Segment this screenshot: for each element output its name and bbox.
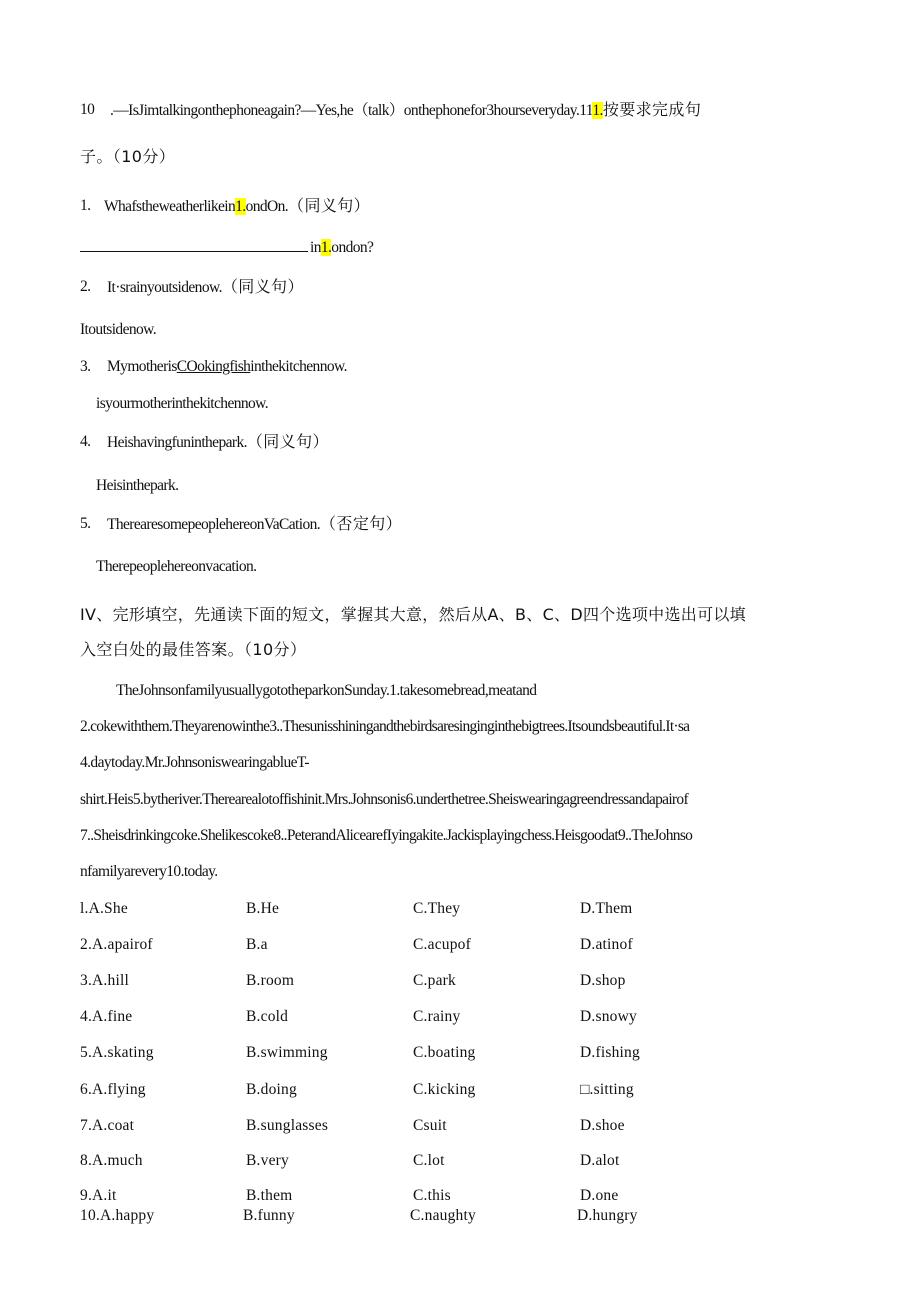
- option-10-a[interactable]: 10.A.happy: [80, 1207, 155, 1224]
- option-4-c[interactable]: C.rainy: [413, 1008, 461, 1025]
- rewrite-3-number: 3.: [80, 358, 91, 375]
- option-7-c[interactable]: Csuit: [413, 1117, 447, 1134]
- option-5-b[interactable]: B.swimming: [246, 1044, 328, 1061]
- passage-line: shirt.Heis5.bytheriver.Therearealotoffishinit.Mrs.Johnsonis6.underthetree.Sheiswearingagreendressandapairof: [80, 791, 688, 808]
- option-9-a[interactable]: 9.A.it: [80, 1187, 117, 1204]
- highlight-mark: 1.: [592, 102, 603, 119]
- rewrite-2-text: It·srainyoutsidenow.: [107, 279, 222, 296]
- rewrite-4-note: （同义句）: [246, 432, 329, 451]
- underlined-phrase: COokingfish: [176, 358, 251, 375]
- option-9-b[interactable]: B.them: [246, 1187, 293, 1204]
- option-2-d[interactable]: D.atinof: [580, 936, 633, 953]
- option-6-c[interactable]: C.kicking: [413, 1081, 476, 1098]
- rewrite-4-text: Heishavingfuninthepark.: [107, 434, 247, 451]
- option-3-d[interactable]: D.shop: [580, 972, 626, 989]
- rewrite-1-answer-tail: ondon?: [331, 239, 374, 256]
- rewrite-1-text: Whafstheweatherlikein: [104, 198, 236, 215]
- rewrite-1-number: 1.: [80, 197, 91, 214]
- passage-line: TheJohnsonfamilyusuallygototheparkonSunday.1.takesomebread,meatand: [116, 682, 537, 699]
- rewrite-5-note: （否定句）: [320, 514, 403, 533]
- option-1-a[interactable]: l.A.She: [80, 900, 128, 917]
- rewrite-5-answer: Therepeoplehereonvacation.: [96, 558, 257, 575]
- passage-line: 4.daytoday.Mr.JohnsoniswearingablueT-: [80, 754, 309, 771]
- question-10-number: 10: [80, 101, 95, 118]
- rewrite-1-answer-in: in: [310, 239, 321, 256]
- passage-line: 7..Sheisdrinkingcoke.Shelikescoke8..PeterandAlicearefIyingakite.Jackisplayingchess.Heisgoodat9..TheJohnso: [80, 827, 693, 844]
- option-6-d[interactable]: □.sitting: [580, 1081, 634, 1098]
- rewrite-3-text: Mymotheris: [107, 358, 177, 375]
- option-10-c[interactable]: C.naughty: [410, 1207, 476, 1224]
- rewrite-2-answer: Itoutsidenow.: [80, 321, 157, 338]
- option-10-b[interactable]: B.funny: [243, 1207, 295, 1224]
- rewrite-2-sentence: [107, 277, 304, 298]
- section-3-heading-cont: 子。（10分）: [80, 147, 176, 166]
- option-1-d[interactable]: D.Them: [580, 900, 633, 917]
- rewrite-1-sentence: [104, 196, 370, 217]
- passage-line: 2.cokewiththem.Theyarenowinthe3..Thesunisshiningandthebirdsaresinginginthebigtrees.Itsoundsbeautiful.It·sa: [80, 718, 690, 735]
- rewrite-1-text-end: ondOn.: [245, 198, 289, 215]
- option-1-c[interactable]: C.They: [413, 900, 461, 917]
- option-2-a[interactable]: 2.A.apairof: [80, 936, 153, 953]
- option-5-d[interactable]: D.fishing: [580, 1044, 640, 1061]
- option-7-a[interactable]: 7.A.coat: [80, 1117, 135, 1134]
- option-1-b[interactable]: B.He: [246, 900, 280, 917]
- highlight-mark: 1.: [320, 239, 332, 256]
- option-9-c[interactable]: C.this: [413, 1187, 451, 1204]
- option-5-c[interactable]: C.boating: [413, 1044, 476, 1061]
- rewrite-5-number: 5.: [80, 515, 91, 532]
- rewrite-3-sentence: [107, 357, 347, 377]
- rewrite-5-sentence: [107, 514, 402, 535]
- option-2-b[interactable]: B.a: [246, 936, 268, 953]
- option-4-d[interactable]: D.snowy: [580, 1008, 637, 1025]
- passage-line: nfamilyarevery10.today.: [80, 863, 218, 880]
- option-8-d[interactable]: D.alot: [580, 1152, 620, 1169]
- option-8-c[interactable]: C.lot: [413, 1152, 445, 1169]
- option-8-a[interactable]: 8.A.much: [80, 1152, 143, 1169]
- question-10-line: [110, 100, 701, 121]
- option-4-b[interactable]: B.cold: [246, 1008, 289, 1025]
- option-9-d[interactable]: D.one: [580, 1187, 619, 1204]
- answer-blank[interactable]: [80, 239, 308, 252]
- rewrite-4-answer: Heisinthepark.: [96, 477, 179, 494]
- option-3-c[interactable]: C.park: [413, 972, 456, 989]
- option-3-b[interactable]: B.room: [246, 972, 295, 989]
- section-4-heading: IV、完形填空，先通读下面的短文，掌握其大意，然后从A、B、C、D四个选项中选出可以填: [80, 605, 746, 624]
- rewrite-4-number: 4.: [80, 433, 91, 450]
- option-8-b[interactable]: B.very: [246, 1152, 289, 1169]
- question-10-dialog: .—IsJimtalkingonthephoneagain?—Yes,he（talk）onthephonefor3hourseveryday.11: [110, 102, 593, 119]
- option-6-b[interactable]: B.doing: [246, 1081, 297, 1098]
- rewrite-1-answer: [80, 238, 373, 258]
- rewrite-4-sentence: [107, 432, 329, 453]
- option-7-b[interactable]: B.sunglasses: [246, 1117, 329, 1134]
- section-3-heading: 按要求完成句: [602, 100, 702, 119]
- option-3-a[interactable]: 3.A.hill: [80, 972, 129, 989]
- option-6-a[interactable]: 6.A.flying: [80, 1081, 146, 1098]
- section-4-heading-cont: 入空白处的最佳答案。（10分）: [80, 640, 307, 659]
- rewrite-2-number: 2.: [80, 278, 91, 295]
- option-2-c[interactable]: C.acupof: [413, 936, 471, 953]
- option-5-a[interactable]: 5.A.skating: [80, 1044, 154, 1061]
- rewrite-3-text-end: inthekitchennow.: [250, 358, 347, 375]
- option-4-a[interactable]: 4.A.fine: [80, 1008, 133, 1025]
- rewrite-2-note: （同义句）: [221, 277, 304, 296]
- rewrite-5-text: TherearesomepeoplehereonVaCation.: [107, 516, 321, 533]
- option-7-d[interactable]: D.shoe: [580, 1117, 625, 1134]
- rewrite-3-answer: isyourmotherinthekitchennow.: [96, 395, 269, 412]
- option-10-d[interactable]: D.hungry: [577, 1207, 638, 1224]
- highlight-mark: 1.: [235, 198, 246, 215]
- rewrite-1-note: （同义句）: [288, 196, 371, 215]
